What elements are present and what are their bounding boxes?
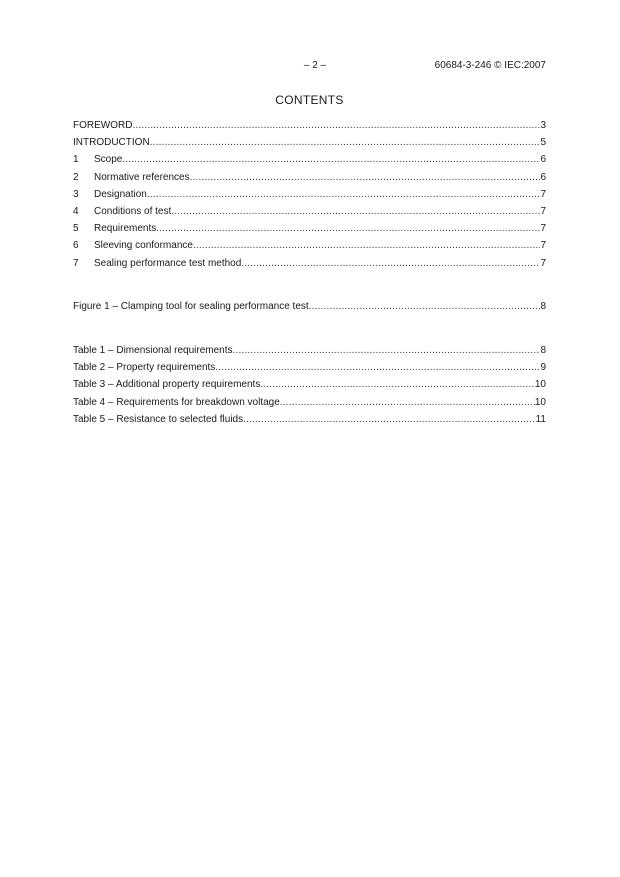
dot-leader xyxy=(150,134,541,151)
toc-entry-clause-1[interactable] xyxy=(73,151,546,168)
dot-leader xyxy=(132,117,540,134)
toc-entry-page: 10 xyxy=(534,379,546,391)
toc-entry-title: Designation xyxy=(94,188,147,200)
toc-entry-title: Sleeving conformance xyxy=(94,240,193,252)
dot-leader xyxy=(190,169,541,186)
toc-entry-number: 2 xyxy=(73,171,79,183)
toc-entry-title: INTRODUCTION xyxy=(73,137,150,149)
dot-leader xyxy=(215,359,540,376)
toc-entry-title: Table 5 – Resistance to selected fluids xyxy=(73,413,244,425)
dot-leader xyxy=(122,151,540,168)
toc-clauses-list xyxy=(73,117,546,272)
toc-entry-page: 7 xyxy=(540,188,546,200)
toc-entry-title: Table 3 – Additional property requirements xyxy=(73,379,261,391)
toc-entry-number: 1 xyxy=(73,154,79,166)
dot-leader xyxy=(243,411,536,428)
toc-entry-page: 10 xyxy=(534,396,546,408)
toc-entry-page: 7 xyxy=(540,223,546,235)
toc-entry-page: 7 xyxy=(540,205,546,217)
toc-entry-foreword[interactable] xyxy=(73,117,546,134)
toc-entry-title: Figure 1 – Clamping tool for sealing performance test xyxy=(73,301,309,312)
toc-entry-page: 9 xyxy=(540,362,546,374)
toc-entry-table-2[interactable] xyxy=(73,359,546,376)
toc-entry-clause-6[interactable] xyxy=(73,237,546,254)
toc-entry-clause-5[interactable] xyxy=(73,220,546,237)
toc-entry-figure-1[interactable] xyxy=(73,298,546,315)
toc-entry-title: Table 2 – Property requirements xyxy=(73,362,216,374)
dot-leader xyxy=(280,394,535,411)
toc-entry-introduction[interactable] xyxy=(73,134,546,151)
toc-entry-page: 6 xyxy=(540,154,546,166)
toc-entry-number: 4 xyxy=(73,205,79,217)
contents-heading: CONTENTS xyxy=(275,93,344,107)
toc-entry-page: 8 xyxy=(540,301,546,312)
toc-entry-title: FOREWORD xyxy=(73,120,133,131)
toc-entry-clause-4[interactable] xyxy=(73,203,546,220)
toc-entry-table-4[interactable] xyxy=(73,394,546,411)
page-header xyxy=(73,60,546,74)
toc-entry-number: 3 xyxy=(73,188,79,200)
toc-entry-page: 7 xyxy=(540,240,546,252)
toc-entry-number: 5 xyxy=(73,223,79,235)
toc-entry-page: 7 xyxy=(540,257,546,269)
toc-entry-table-5[interactable] xyxy=(73,411,546,428)
toc-entry-clause-3[interactable] xyxy=(73,186,546,203)
toc-entry-page: 3 xyxy=(540,120,546,131)
toc-entry-number: 7 xyxy=(73,257,79,269)
toc-entry-title: Conditions of test xyxy=(94,205,172,217)
dot-leader xyxy=(171,203,540,220)
toc-entry-number: 6 xyxy=(73,240,79,252)
toc-entry-table-1[interactable] xyxy=(73,342,546,359)
toc-tables-list xyxy=(73,342,546,428)
toc-entry-title: Requirements xyxy=(94,223,157,235)
toc-entry-title: Table 4 – Requirements for breakdown voltage xyxy=(73,396,280,408)
toc-entry-title: Sealing performance test method xyxy=(94,257,242,269)
toc-entry-page: 5 xyxy=(540,137,546,149)
toc-entry-title: Normative references xyxy=(94,171,190,183)
page-number: – 2 – xyxy=(303,60,327,71)
dot-leader xyxy=(147,186,541,203)
dot-leader xyxy=(241,255,540,272)
dot-leader xyxy=(156,220,540,237)
toc-figures-list xyxy=(73,298,546,315)
toc-entry-title: Scope xyxy=(94,154,123,166)
toc-entry-table-3[interactable] xyxy=(73,376,546,393)
dot-leader xyxy=(260,376,535,393)
toc-entry-page: 11 xyxy=(535,413,546,425)
toc-entry-page: 6 xyxy=(540,171,546,183)
document-identifier: 60684-3-246 © IEC:2007 xyxy=(434,60,546,71)
dot-leader xyxy=(193,237,540,254)
dot-leader xyxy=(309,298,541,315)
dot-leader xyxy=(233,342,541,359)
toc-entry-title: Table 1 – Dimensional requirements xyxy=(73,345,233,356)
toc-entry-page: 8 xyxy=(540,345,546,356)
toc-entry-clause-2[interactable] xyxy=(73,169,546,186)
toc-entry-clause-7[interactable] xyxy=(73,255,546,272)
